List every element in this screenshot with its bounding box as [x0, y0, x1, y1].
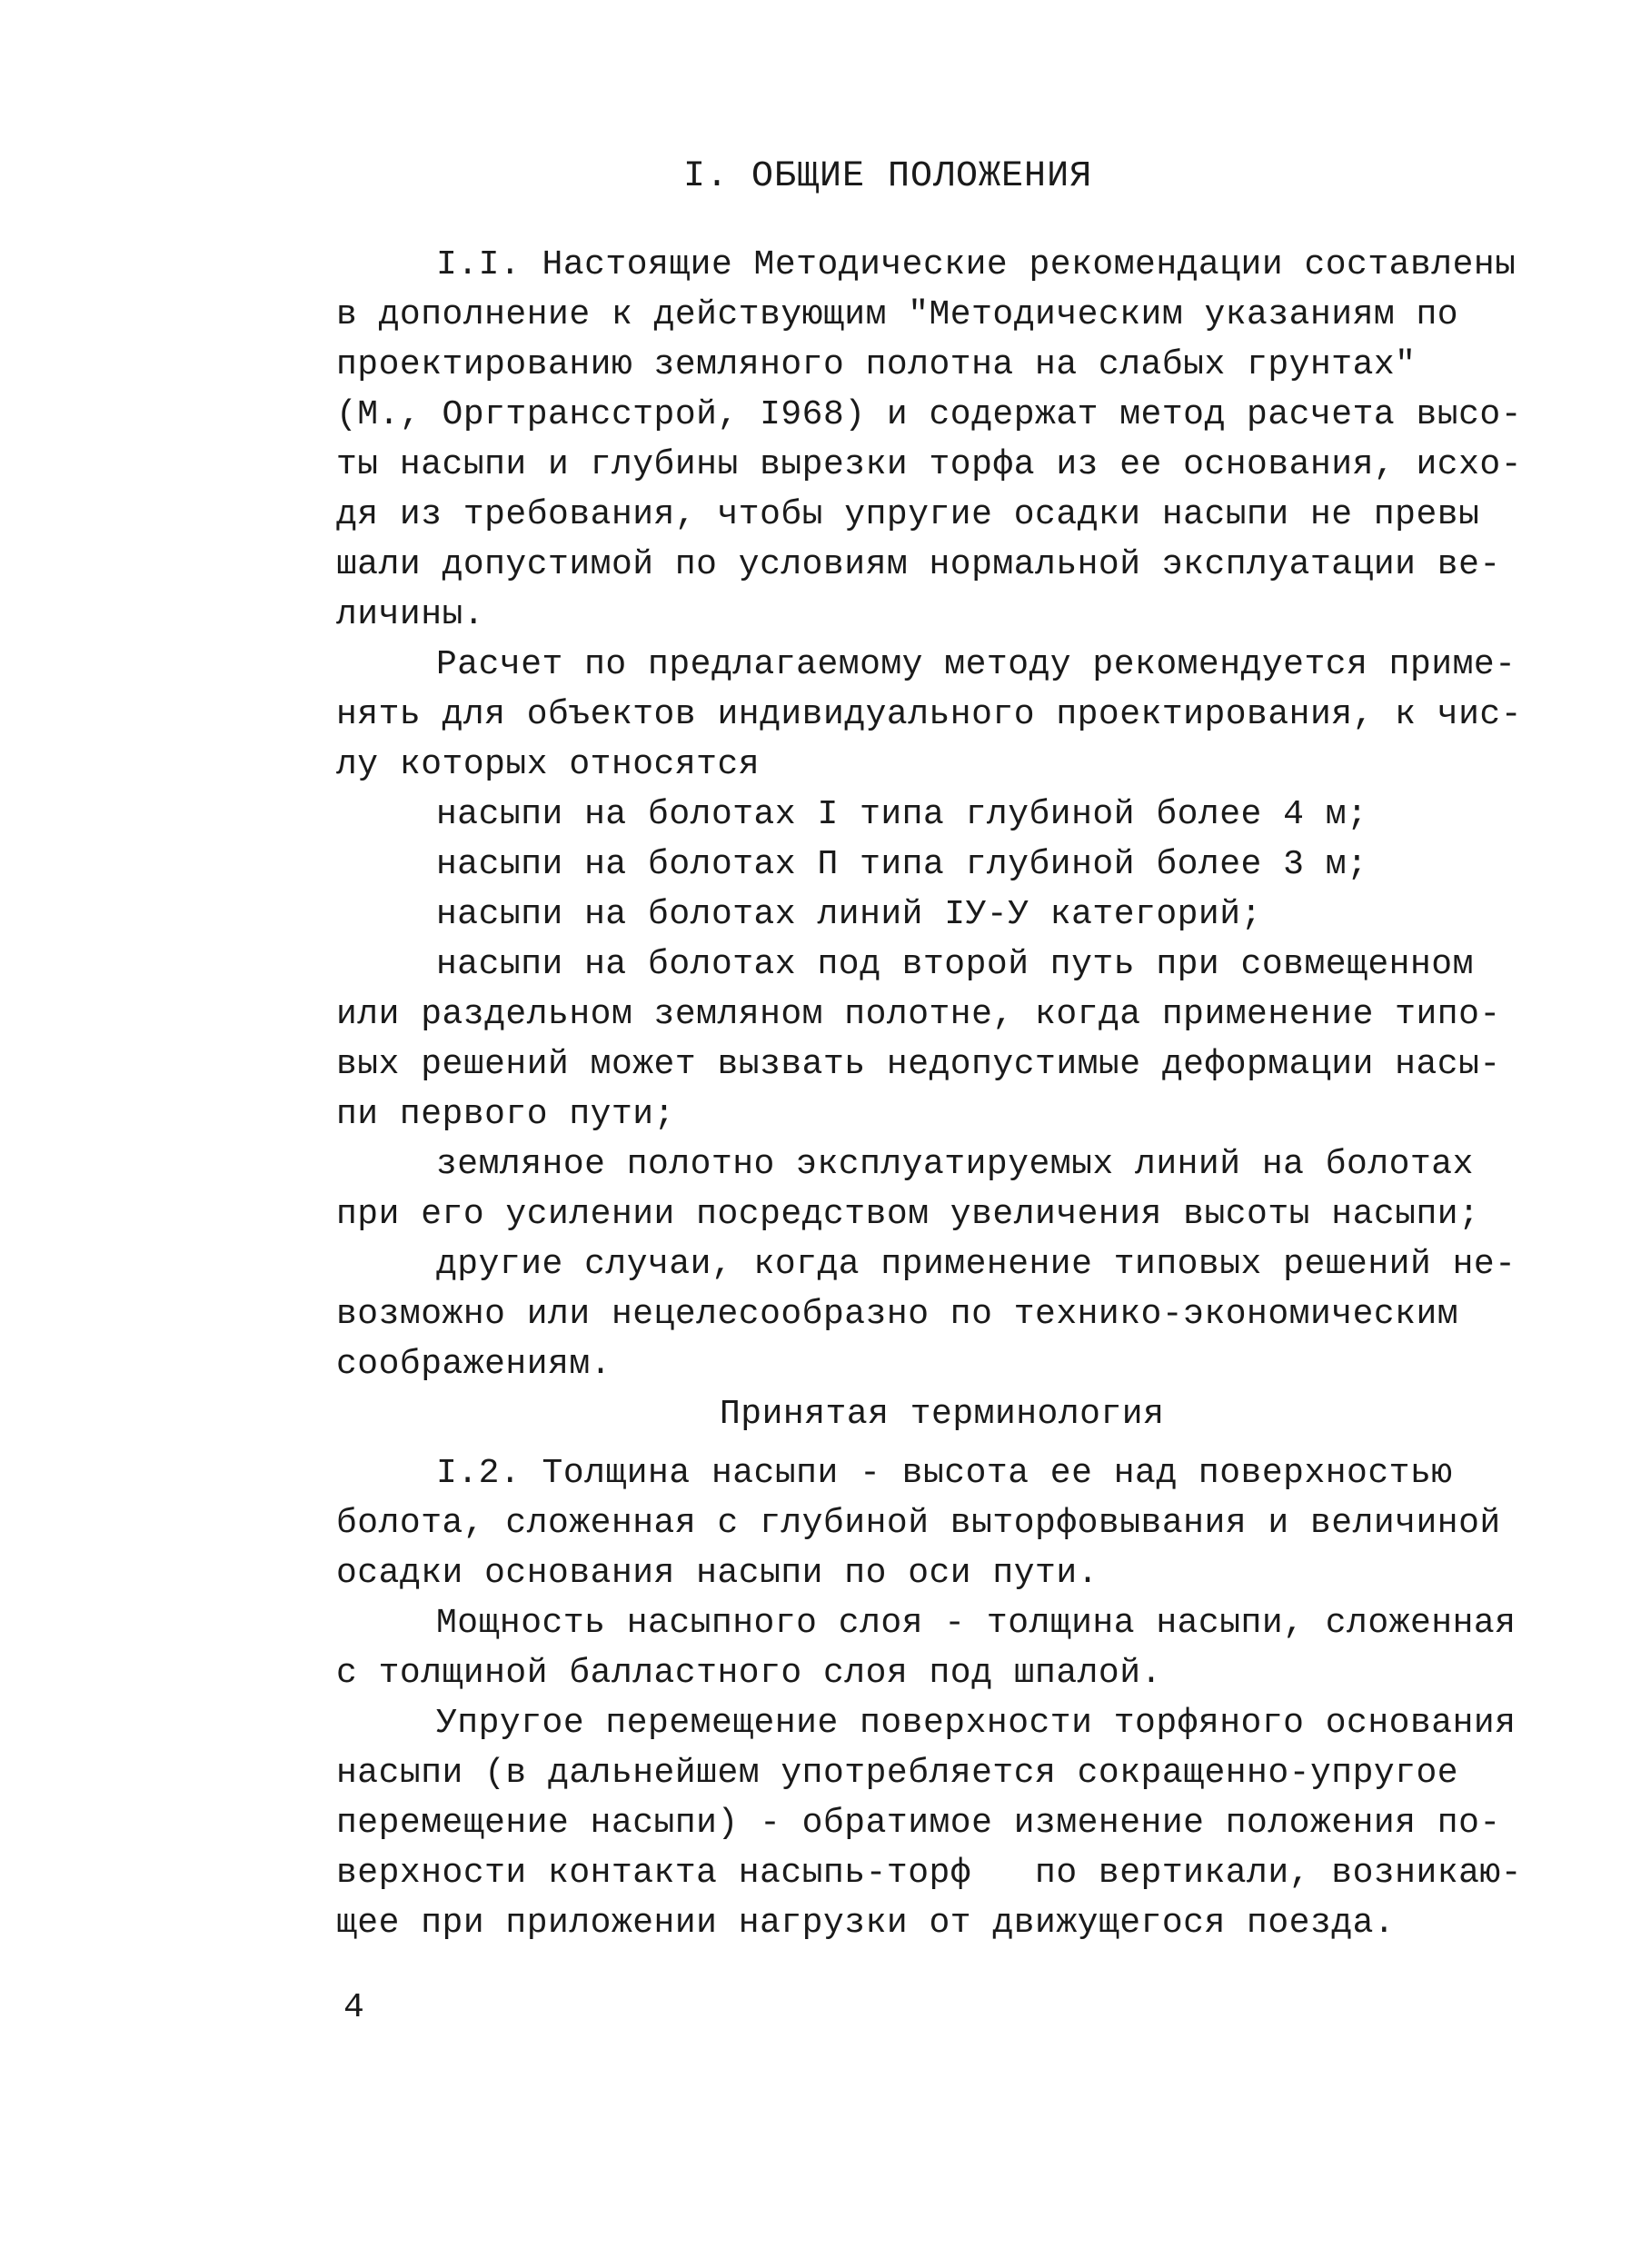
- text-line: Упругое перемещение поверхности торфяного основания: [436, 1704, 1517, 1743]
- text-line: насыпи на болотах I типа глубиной более 4 м;: [436, 795, 1368, 834]
- text-line: болота, сложенная с глубиной выторфовывания и величиной: [336, 1504, 1501, 1543]
- text-line: при его усилении посредством увеличения высоты насыпи;: [336, 1195, 1480, 1234]
- text-line: личины.: [336, 595, 485, 634]
- text-line: I.2. Толщина насыпи - высота ее над поверхностью: [436, 1454, 1453, 1493]
- text-line: ты насыпи и глубины вырезки торфа из ее основания, исхо-: [336, 445, 1523, 484]
- text-line: насыпи на болотах под второй путь при совмещенном: [436, 945, 1474, 984]
- text-line: Расчет по предлагаемому методу рекомендуется приме-: [436, 645, 1517, 684]
- text-line: или раздельном земляном полотне, когда применение типо-: [336, 995, 1501, 1034]
- text-line: с толщиной балластного слоя под шпалой.: [336, 1654, 1162, 1693]
- text-line: перемещение насыпи) - обратимое изменение положения по-: [336, 1804, 1501, 1843]
- text-line: I.I. Настоящие Методические рекомендации составлены: [436, 245, 1517, 284]
- page-number: 4: [343, 1988, 364, 2027]
- text-line: верхности контакта насыпь-торф по вертикали, возникаю-: [336, 1854, 1523, 1893]
- text-line: насыпи (в дальнейшем употребляется сокращенно-упругое: [336, 1754, 1459, 1793]
- text-line: шали допустимой по условиям нормальной эксплуатации ве-: [336, 545, 1501, 584]
- text-line: земляное полотно эксплуатируемых линий на болотах: [436, 1145, 1474, 1184]
- text-line: осадки основания насыпи по оси пути.: [336, 1554, 1099, 1593]
- text-line: проектированию земляного полотна на слабых грунтах": [336, 345, 1417, 384]
- text-line: Мощность насыпного слоя - толщина насыпи, сложенная: [436, 1604, 1517, 1643]
- text-line: соображениям.: [336, 1345, 612, 1384]
- text-line: щее при приложении нагрузки от движущегося поезда.: [336, 1904, 1396, 1943]
- text-line: дя из требования, чтобы упругие осадки насыпи не превы: [336, 495, 1480, 534]
- text-line: (М., Оргтрансстрой, I968) и содержат метод расчета высо-: [336, 395, 1523, 434]
- text-line: насыпи на болотах П типа глубиной более 3 м;: [436, 845, 1368, 884]
- text-line: лу которых относятся: [336, 745, 761, 784]
- text-line: пи первого пути;: [336, 1095, 675, 1134]
- section-heading: I. ОБЩИЕ ПОЛОЖЕНИЯ: [683, 156, 1093, 197]
- text-line: вых решений может вызвать недопустимые деформации насы-: [336, 1045, 1501, 1084]
- text-line: в дополнение к действующим "Методическим указаниям по: [336, 295, 1459, 334]
- text-line: возможно или нецелесообразно по технико-экономическим: [336, 1295, 1459, 1334]
- text-line: насыпи на болотах линий IУ-У категорий;: [436, 895, 1262, 934]
- text-line: другие случаи, когда применение типовых решений не-: [436, 1245, 1517, 1284]
- text-line: нять для объектов индивидуального проектирования, к чис-: [336, 695, 1523, 734]
- subheading-terminology: Принятая терминология: [720, 1395, 1165, 1434]
